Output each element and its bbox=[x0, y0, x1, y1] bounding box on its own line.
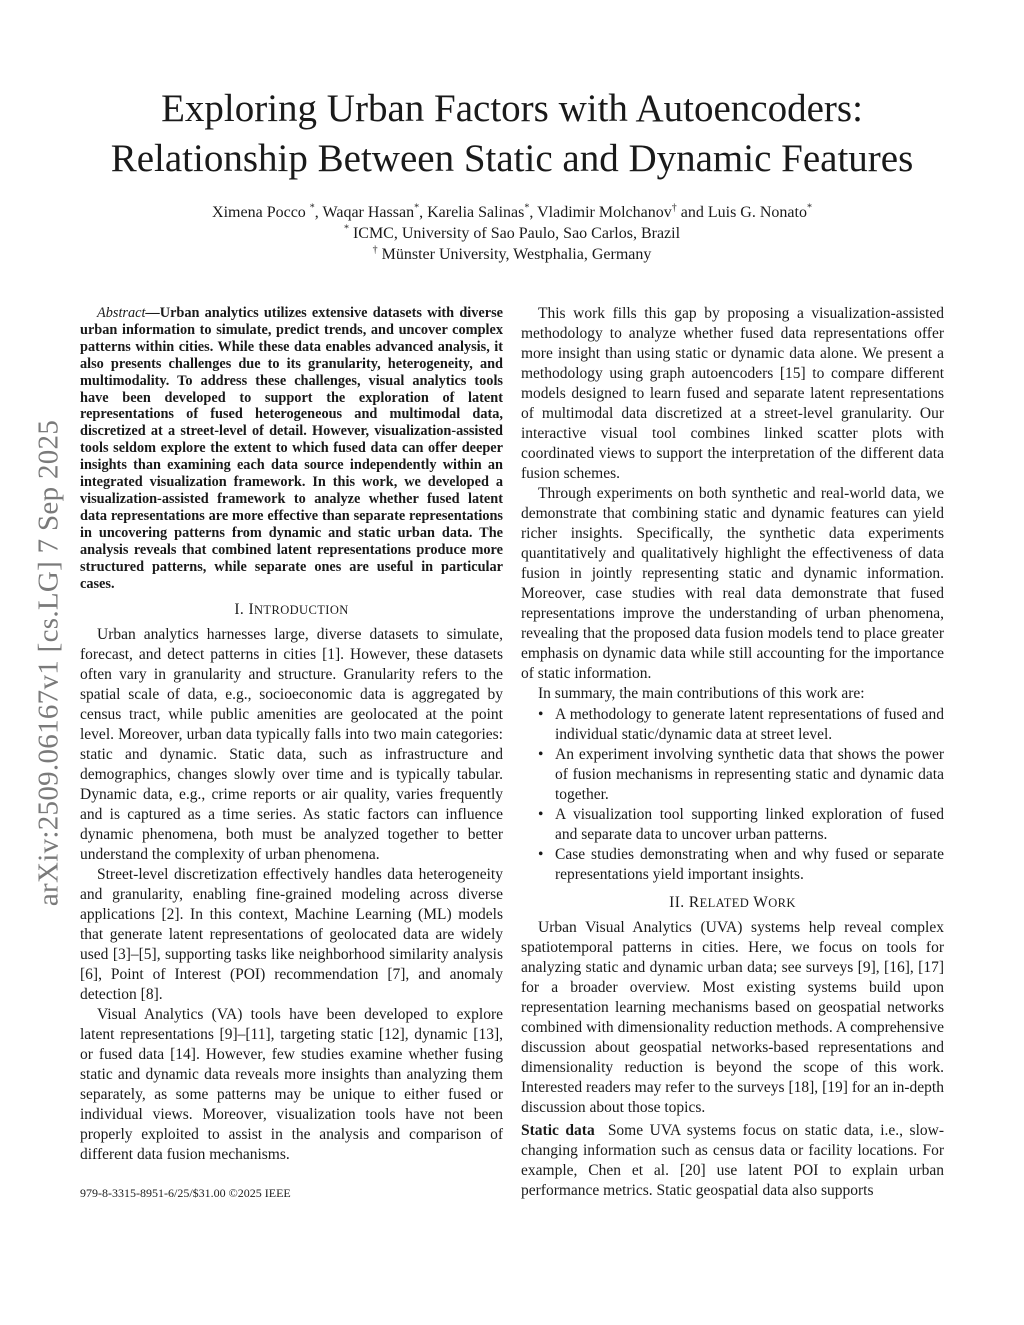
copyright-footnote: 979-8-3315-8951-6/25/$31.00 ©2025 IEEE bbox=[80, 1186, 291, 1200]
related-work-paragraph: Urban Visual Analytics (UVA) systems help reveal complex spatiotemporal patterns in cities. Here, we focus on tools for analyzing static and dynamic urban data; see surveys [9], [16], [17] for a broader overview. Most existing systems build upon representation learning mechanisms based on geospatial networks combined with dimensionality reduction methods. A comprehensive discussion about geospatial networks-based representations and dimensionality reduction is beyond the scope of this work. Interested readers may refer to the surveys [18], [19] for an in-depth discussion about those topics. bbox=[521, 919, 944, 1116]
abstract-text: Urban analytics utilizes extensive datasets with diverse urban information to simulate, predict trends, and uncover complex patterns within cities. While these data enables advanced analysis, it also presents challenges due to its granularity, heterogeneity, and multimodality. To address these challenges, visual analytics tools have been developed to support the exploration of latent representations of fused heterogeneous and multimodal data, discretized at a street-level of detail. However, visualization-assisted tools seldom explore the extent to which fused data can offer deeper insights than examining each data source independently within an integrated visualization framework. In this work, we developed a visualization-assisted framework to analyze whether fused latent data representations are more effective than separate representations in uncovering patterns from dynamic and static urban data. The analysis reveals that combined latent representations produce more structured patterns, while separate ones are useful in particular cases. bbox=[80, 305, 503, 592]
author-separator: , bbox=[314, 204, 323, 221]
section-heading-rest: ELATED bbox=[699, 896, 750, 910]
list-item: • Case studies demonstrating when and why fused or separate representations yield important insights. bbox=[521, 845, 944, 885]
affiliation-text: Münster University, Westphalia, Germany bbox=[381, 246, 652, 263]
abstract-label bbox=[97, 305, 160, 321]
author-separator: , bbox=[419, 204, 428, 221]
left-column bbox=[80, 305, 503, 1165]
author-separator: and bbox=[676, 204, 708, 221]
affiliation-mark: † bbox=[372, 244, 378, 256]
list-item: • An experiment involving synthetic data that shows the power of fusion mechanisms in representing static and dynamic data together. bbox=[521, 745, 944, 805]
affiliation-text: ICMC, University of Sao Paulo, Sao Carlos, Brazil bbox=[352, 225, 681, 242]
section-heading-rest: ORK bbox=[768, 896, 796, 910]
author-affiliation-mark: * bbox=[806, 202, 812, 214]
intro-paragraph-1: Urban analytics harnesses large, diverse datasets to simulate, forecast, and detect patterns in cities [1]. However, these datasets often vary in granularity and structure. Granularity refers to the spatial scale of data, e.g., socioeconomic data is aggregated by census tract, while public amenities are geolocated at the point level. Moreover, urban data typically falls into two main categories: static and dynamic. Static data, such as infrastructure and demographics, changes slowly over time and is typically tabular. Dynamic data, e.g., crime reports or air quality, varies frequently and is captured as a time series. As static factors can influence dynamic phenomena, both must be analyzed together to better understand the complexity of urban phenomena. bbox=[80, 626, 503, 864]
section-heading-related-work bbox=[521, 893, 944, 913]
author-list bbox=[60, 202, 964, 224]
section-heading-initial: I bbox=[248, 601, 254, 619]
title-line-1: Exploring Urban Factors with Autoencoders: bbox=[161, 87, 863, 130]
section-heading-introduction bbox=[80, 600, 503, 620]
author-name: Vladimir Molchanov bbox=[537, 204, 672, 221]
section-heading-initial: W bbox=[753, 894, 769, 911]
intro-paragraph-2: Street-level discretization effectively handles data heterogeneity and granularity, enabling fine-grained modeling across diverse applications [2]. In this context, Machine Learning (ML) models that generate latent representations of geolocated data are widely used [3]–[5], supporting tasks like neighborhood similarity analysis [6], Point of Interest (POI) recommendation [7], and anomaly detection [8]. bbox=[80, 866, 503, 1004]
abstract-label-text: Abstract bbox=[97, 305, 146, 321]
title-line-2: Relationship Between Static and Dynamic Features bbox=[110, 137, 914, 180]
author-name: Luis G. Nonato bbox=[707, 204, 807, 221]
static-data-label: Static data bbox=[521, 1122, 595, 1139]
section-numeral: I. bbox=[234, 601, 245, 619]
section-heading-initial: R bbox=[688, 894, 700, 911]
intro-paragraph-5: Through experiments on both synthetic and real-world data, we demonstrate that combining static and dynamic features can yield richer insights. Specifically, the synthetic data experiments quantitatively and qualitatively highlight the effectiveness of data fusion in jointly representing static and dynamic information. Moreover, case studies with real data demonstrate that fused representations improve the understanding of urban phenomena, revealing that the proposed data fusion models tend to place greater emphasis on dynamic data while still accounting for the importance of static information. bbox=[521, 485, 944, 682]
author-name: Karelia Salinas bbox=[427, 204, 525, 221]
author-affiliation-mark: * bbox=[309, 202, 315, 214]
contributions-list bbox=[521, 705, 944, 885]
affiliation-1 bbox=[60, 224, 964, 244]
paper-title bbox=[60, 84, 964, 184]
abstract-dash: — bbox=[145, 305, 160, 321]
contributions-lead: In summary, the main contributions of this work are: bbox=[538, 685, 865, 702]
affiliation-2 bbox=[60, 245, 964, 265]
author-affiliation-mark: † bbox=[671, 202, 677, 214]
author-affiliation-mark: * bbox=[414, 202, 420, 214]
static-data-paragraph bbox=[521, 1121, 944, 1201]
affiliation-mark: * bbox=[343, 223, 349, 235]
author-separator: , bbox=[529, 204, 538, 221]
section-heading-rest: NTRODUCTION bbox=[254, 603, 349, 618]
intro-paragraph-3: Visual Analytics (VA) tools have been developed to explore latent representations [9]–[11], targeting static [12], dynamic [13], or fused data [14]. However, few studies examine whether fusing static and dynamic data reveals more insights than analyzing them separately, as some patterns may be unique to either fused or individual views. Moreover, visualization tools have not been properly exploited to assist in the analysis and comparison of different data fusion mechanisms. bbox=[80, 1006, 503, 1164]
list-item: • A methodology to generate latent representations of fused and individual static/dynamic data at street level. bbox=[521, 705, 944, 745]
intro-paragraph-4: This work fills this gap by proposing a visualization-assisted methodology to analyze whether fused data representations offer more insight than using static or dynamic data alone. We present a methodology using graph autoencoders [15] to compare different models designed to learn fused and separate latent representations of multimodal data discretized at a street-level granularity. Our interactive visual tool combines linked scatter plots with coordinated views to support the interpretation of the different data fusion schemes. bbox=[521, 305, 944, 482]
abstract bbox=[80, 305, 503, 592]
author-affiliation-mark: * bbox=[524, 202, 530, 214]
static-data-text: Some UVA systems focus on static data, i.e., slow-changing information such as census data or facility locations. For example, Chen et al. [20] use latent POI to explain urban performance metrics. Static geospatial data also supports bbox=[521, 1122, 945, 1199]
author-name: Waqar Hassan bbox=[322, 204, 415, 221]
arxiv-identifier-text: arXiv:2509.06167v1 [cs.LG] 7 Sep 2025 bbox=[32, 419, 65, 907]
arxiv-identifier-stamp[interactable] bbox=[33, 378, 65, 948]
list-item: • A visualization tool supporting linked exploration of fused and separate data to uncover urban patterns. bbox=[521, 805, 944, 845]
author-name: Ximena Pocco bbox=[212, 204, 306, 221]
section-numeral: II. bbox=[669, 894, 685, 911]
right-column bbox=[521, 304, 944, 1201]
